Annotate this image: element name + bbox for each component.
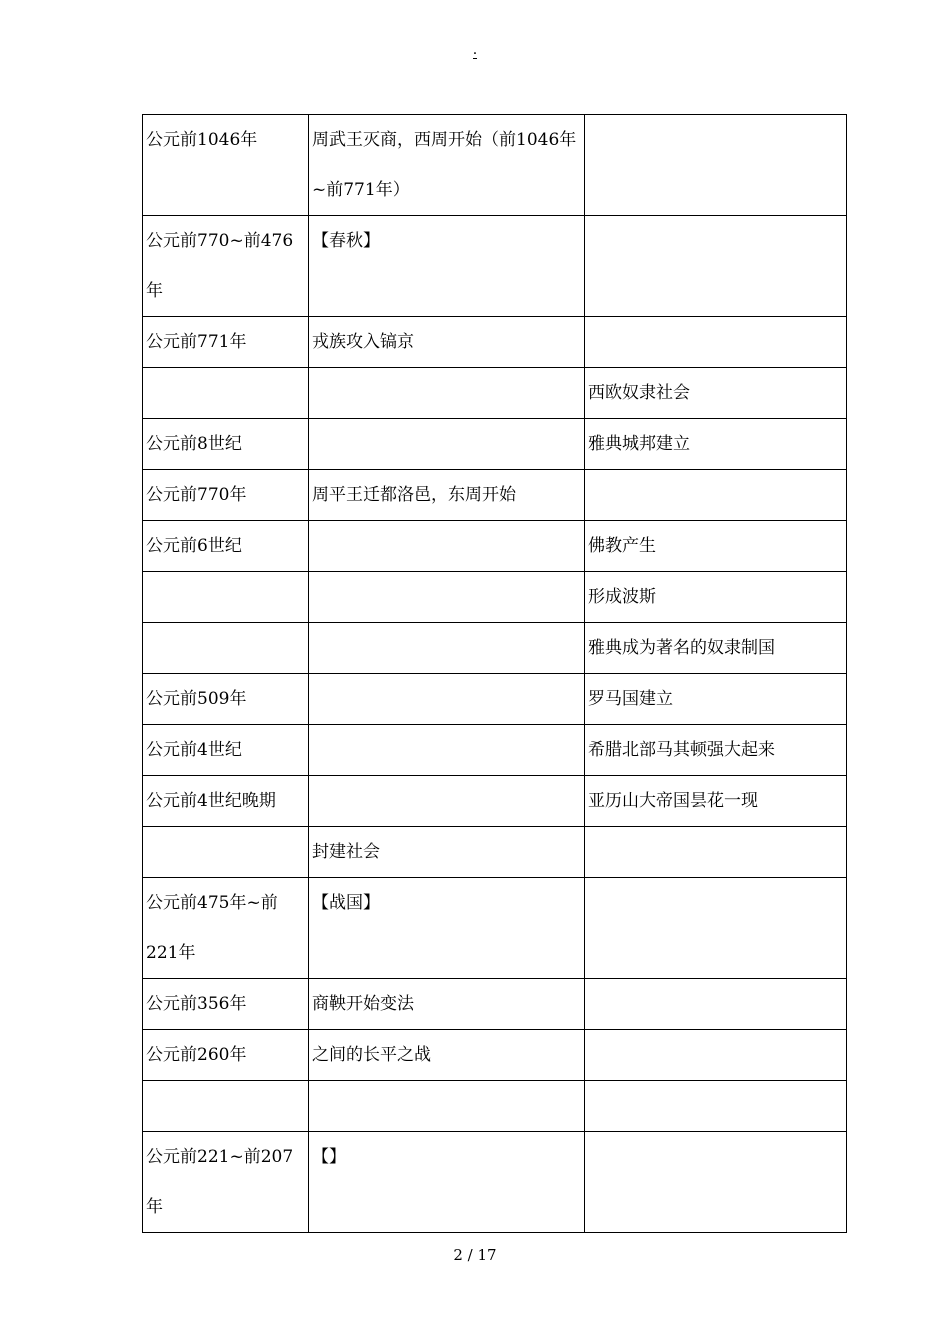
world-event-cell-text: 亚历山大帝国昙花一现 (588, 791, 758, 811)
china-event-cell (309, 521, 585, 572)
timeline-table (142, 114, 847, 1233)
world-event-cell (585, 674, 847, 725)
table-row (143, 878, 847, 979)
world-event-cell-text: 西欧奴隶社会 (588, 383, 690, 403)
china-event-cell-text: 之间的长平之战 (312, 1045, 431, 1065)
china-event-cell (309, 827, 585, 878)
china-event-cell (309, 317, 585, 368)
china-event-cell (309, 1132, 585, 1233)
date-cell-text: 公元前475年~前221年 (146, 893, 278, 963)
table-row (143, 115, 847, 216)
table-row (143, 776, 847, 827)
page-header (0, 42, 950, 58)
date-cell (143, 827, 309, 878)
world-event-cell-text: 希腊北部马其顿强大起来 (588, 740, 775, 760)
date-cell (143, 776, 309, 827)
china-event-cell (309, 572, 585, 623)
date-cell (143, 623, 309, 674)
world-event-cell (585, 419, 847, 470)
world-event-cell-text: 雅典城邦建立 (588, 434, 690, 454)
date-cell (143, 521, 309, 572)
date-cell (143, 216, 309, 317)
table-row (143, 572, 847, 623)
china-event-cell-text: 周平王迁都洛邑，东周开始 (312, 485, 516, 505)
date-cell-text: 公元前221~前207年 (146, 1147, 294, 1217)
date-cell-text: 公元前771年 (146, 332, 247, 352)
table-row (143, 827, 847, 878)
china-event-cell-text: 封建社会 (312, 842, 380, 862)
date-cell-text: 公元前770~前476年 (146, 231, 294, 301)
date-cell (143, 419, 309, 470)
date-cell-text: 公元前6世纪 (146, 536, 242, 556)
date-cell (143, 470, 309, 521)
date-cell-text: 公元前4世纪 (146, 740, 242, 760)
date-cell (143, 317, 309, 368)
china-event-cell (309, 725, 585, 776)
date-cell (143, 1132, 309, 1233)
china-event-cell (309, 1030, 585, 1081)
china-event-cell (309, 623, 585, 674)
date-cell (143, 979, 309, 1030)
china-event-cell (309, 115, 585, 216)
world-event-cell (585, 878, 847, 979)
china-event-cell (309, 419, 585, 470)
date-cell-text: 公元前4世纪晚期 (146, 791, 276, 811)
world-event-cell (585, 827, 847, 878)
date-cell-text: 公元前509年 (146, 689, 247, 709)
china-event-cell-text: 【战国】 (312, 893, 380, 913)
table-row (143, 1081, 847, 1132)
table-row (143, 419, 847, 470)
china-event-cell-text: 商鞅开始变法 (312, 994, 414, 1014)
world-event-cell-text: 形成波斯 (588, 587, 656, 607)
table-row (143, 1132, 847, 1233)
world-event-cell (585, 521, 847, 572)
date-cell (143, 878, 309, 979)
china-event-cell (309, 979, 585, 1030)
date-cell-text: 公元前356年 (146, 994, 247, 1014)
world-event-cell (585, 216, 847, 317)
world-event-cell (585, 979, 847, 1030)
date-cell (143, 572, 309, 623)
china-event-cell (309, 674, 585, 725)
table-row (143, 216, 847, 317)
world-event-cell (585, 572, 847, 623)
table-row (143, 368, 847, 419)
table-row (143, 674, 847, 725)
date-cell (143, 725, 309, 776)
date-cell-text: 公元前260年 (146, 1045, 247, 1065)
table-row (143, 979, 847, 1030)
table-row (143, 623, 847, 674)
world-event-cell-text: 罗马国建立 (588, 689, 673, 709)
world-event-cell (585, 776, 847, 827)
world-event-cell-text: 佛教产生 (588, 536, 656, 556)
timeline-table-body (143, 115, 847, 1233)
world-event-cell (585, 1132, 847, 1233)
table-row (143, 725, 847, 776)
china-event-cell (309, 776, 585, 827)
table-row (143, 317, 847, 368)
table-row (143, 470, 847, 521)
world-event-cell (585, 725, 847, 776)
china-event-cell (309, 1081, 585, 1132)
date-cell-text: 公元前8世纪 (146, 434, 242, 454)
date-cell (143, 1081, 309, 1132)
china-event-cell (309, 216, 585, 317)
world-event-cell-text: 雅典成为著名的奴隶制国 (588, 638, 775, 658)
china-event-cell-text: 周武王灭商，西周开始（前1046年~前771年） (312, 130, 577, 200)
header-mark: . (472, 42, 478, 58)
world-event-cell (585, 1081, 847, 1132)
date-cell-text: 公元前770年 (146, 485, 247, 505)
page-number: 2 / 17 (453, 1246, 497, 1264)
table-row (143, 521, 847, 572)
world-event-cell (585, 623, 847, 674)
date-cell-text: 公元前1046年 (146, 130, 258, 150)
world-event-cell (585, 115, 847, 216)
china-event-cell (309, 878, 585, 979)
world-event-cell (585, 470, 847, 521)
date-cell (143, 115, 309, 216)
china-event-cell-text: 戎族攻入镐京 (312, 332, 414, 352)
date-cell (143, 368, 309, 419)
table-row (143, 1030, 847, 1081)
china-event-cell (309, 470, 585, 521)
china-event-cell-text: 【春秋】 (312, 231, 380, 251)
world-event-cell (585, 1030, 847, 1081)
china-event-cell (309, 368, 585, 419)
date-cell (143, 1030, 309, 1081)
world-event-cell (585, 368, 847, 419)
world-event-cell (585, 317, 847, 368)
china-event-cell-text: 【】 (312, 1147, 346, 1167)
date-cell (143, 674, 309, 725)
